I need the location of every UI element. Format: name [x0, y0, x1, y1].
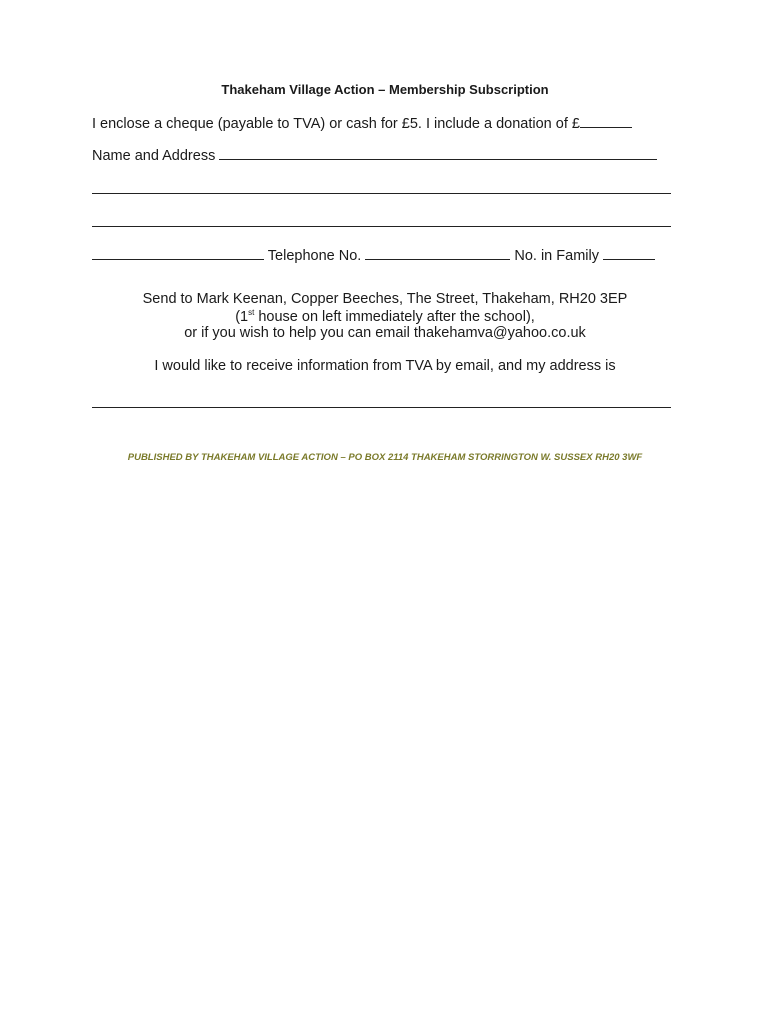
- name-address-line: [92, 145, 657, 164]
- form-title: Thakeham Village Action – Membership Subscription: [221, 82, 549, 97]
- family-label: No. in Family: [514, 248, 599, 264]
- address-rule-1[interactable]: [92, 193, 671, 194]
- directions-open: (1: [235, 308, 249, 325]
- send-line: Send to Mark Keenan, Copper Beeches, The Street, Thakeham, RH20 3EP: [142, 291, 628, 307]
- help-line: or if you wish to help you can email thakehamva@yahoo.co.uk: [184, 325, 586, 341]
- email-info-line: I would like to receive information from TVA by email, and my address is: [154, 358, 616, 374]
- donation-blank[interactable]: [580, 113, 632, 128]
- directions-sup: st: [248, 308, 255, 317]
- address-tail-blank[interactable]: [92, 245, 264, 260]
- address-rule-2[interactable]: [92, 226, 671, 227]
- directions-line: [0, 308, 770, 325]
- name-address-blank[interactable]: [219, 145, 657, 160]
- cheque-line: [92, 113, 632, 132]
- telephone-line: [92, 245, 655, 264]
- cheque-text: I enclose a cheque (payable to TVA) or cash for £5. I include a donation of £: [92, 116, 580, 132]
- directions-rest: house on left immediately after the school),: [254, 308, 535, 325]
- telephone-blank[interactable]: [365, 245, 510, 260]
- name-address-label: Name and Address: [92, 148, 216, 164]
- publisher-footer: PUBLISHED BY THAKEHAM VILLAGE ACTION – PO BOX 2114 THAKEHAM STORRINGTON W. SUSSEX RH20 3WF: [127, 452, 643, 463]
- telephone-label: Telephone No.: [267, 248, 362, 264]
- email-address-rule[interactable]: [92, 407, 671, 408]
- family-blank[interactable]: [603, 245, 655, 260]
